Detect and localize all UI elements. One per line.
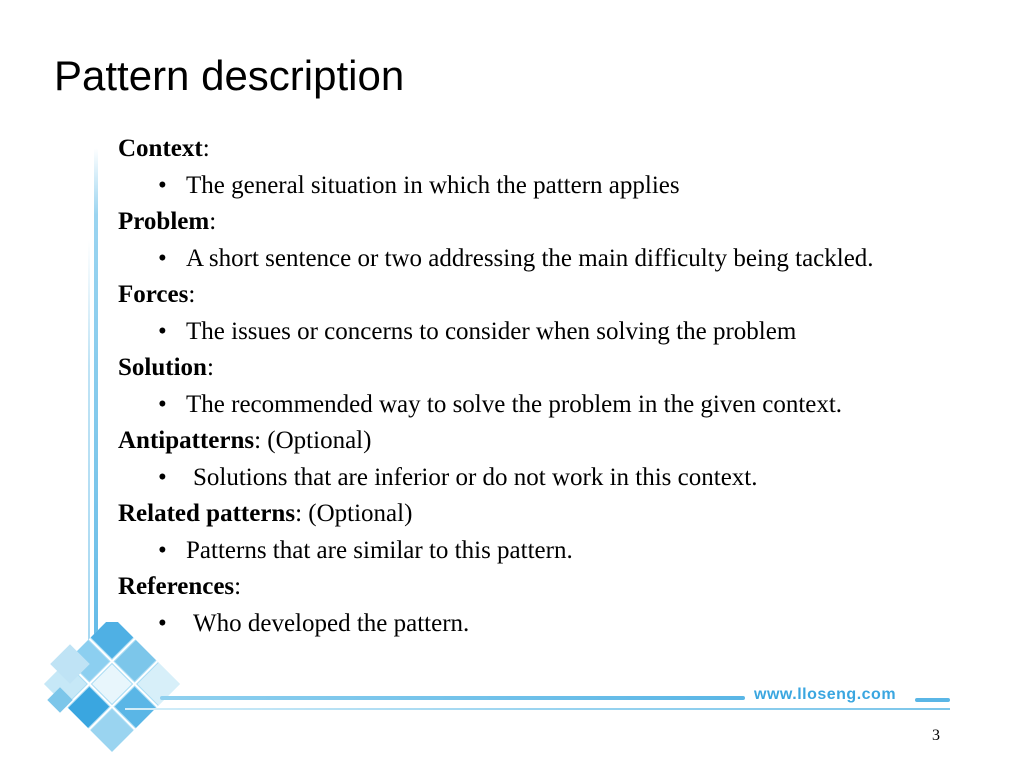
section-suffix: : — [188, 281, 196, 308]
bullet-text: Solutions that are inferior or do not work in this context. — [193, 464, 758, 491]
section-label: Antipatterns — [118, 427, 255, 454]
decorative-horizontal-line-end — [915, 698, 950, 702]
decorative-horizontal-line — [125, 708, 950, 710]
bullet-icon: • — [158, 318, 167, 345]
bullet-text: The issues or concerns to consider when solving the problem — [186, 318, 797, 345]
section-suffix: : — [209, 208, 217, 235]
section-heading-solution — [118, 350, 998, 386]
list-item — [118, 167, 998, 204]
page-number: 3 — [932, 727, 940, 744]
decorative-diamond-logo — [30, 622, 200, 762]
bullet-icon: • — [158, 610, 167, 637]
section-heading-forces — [118, 277, 998, 313]
list-item — [118, 459, 998, 496]
bullet-text: A short sentence or two addressing the main difficulty being tackled. — [186, 245, 874, 272]
bullet-icon: • — [158, 537, 167, 564]
section-suffix: : — [234, 573, 242, 600]
bullet-text: The general situation in which the pattern applies — [186, 172, 680, 199]
list-item — [118, 313, 998, 350]
section-label: Context — [118, 135, 203, 162]
list-item — [118, 605, 998, 642]
slide-title: Pattern description — [54, 52, 405, 99]
bullet-text: Patterns that are similar to this pattern. — [186, 537, 573, 564]
list-item — [118, 240, 998, 277]
bullet-text: Who developed the pattern. — [193, 610, 470, 637]
bullet-icon: • — [158, 391, 167, 418]
section-label: References — [118, 573, 235, 600]
section-suffix: : (Optional) — [295, 500, 413, 527]
slide-content — [118, 131, 998, 642]
bullet-icon: • — [158, 172, 167, 199]
decorative-vertical-line-inner — [88, 240, 90, 660]
section-suffix: : — [202, 135, 210, 162]
section-heading-antipatterns — [118, 423, 998, 459]
bullet-icon: • — [158, 245, 167, 272]
section-label: Related patterns — [118, 500, 296, 527]
section-label: Solution — [118, 354, 207, 381]
section-label: Forces — [118, 281, 189, 308]
section-label: Problem — [118, 208, 210, 235]
section-heading-problem — [118, 204, 998, 240]
section-suffix: : — [206, 354, 214, 381]
section-heading-references — [118, 569, 998, 605]
bullet-icon: • — [158, 464, 167, 491]
bullet-text: The recommended way to solve the problem in the given context. — [186, 391, 843, 418]
section-suffix: : (Optional) — [254, 427, 372, 454]
list-item — [118, 386, 998, 423]
decorative-horizontal-line-accent — [160, 696, 745, 700]
website-url: www.lloseng.com — [754, 686, 897, 703]
section-heading-related-patterns — [118, 496, 998, 532]
list-item — [118, 532, 998, 569]
section-heading-context — [118, 131, 998, 167]
